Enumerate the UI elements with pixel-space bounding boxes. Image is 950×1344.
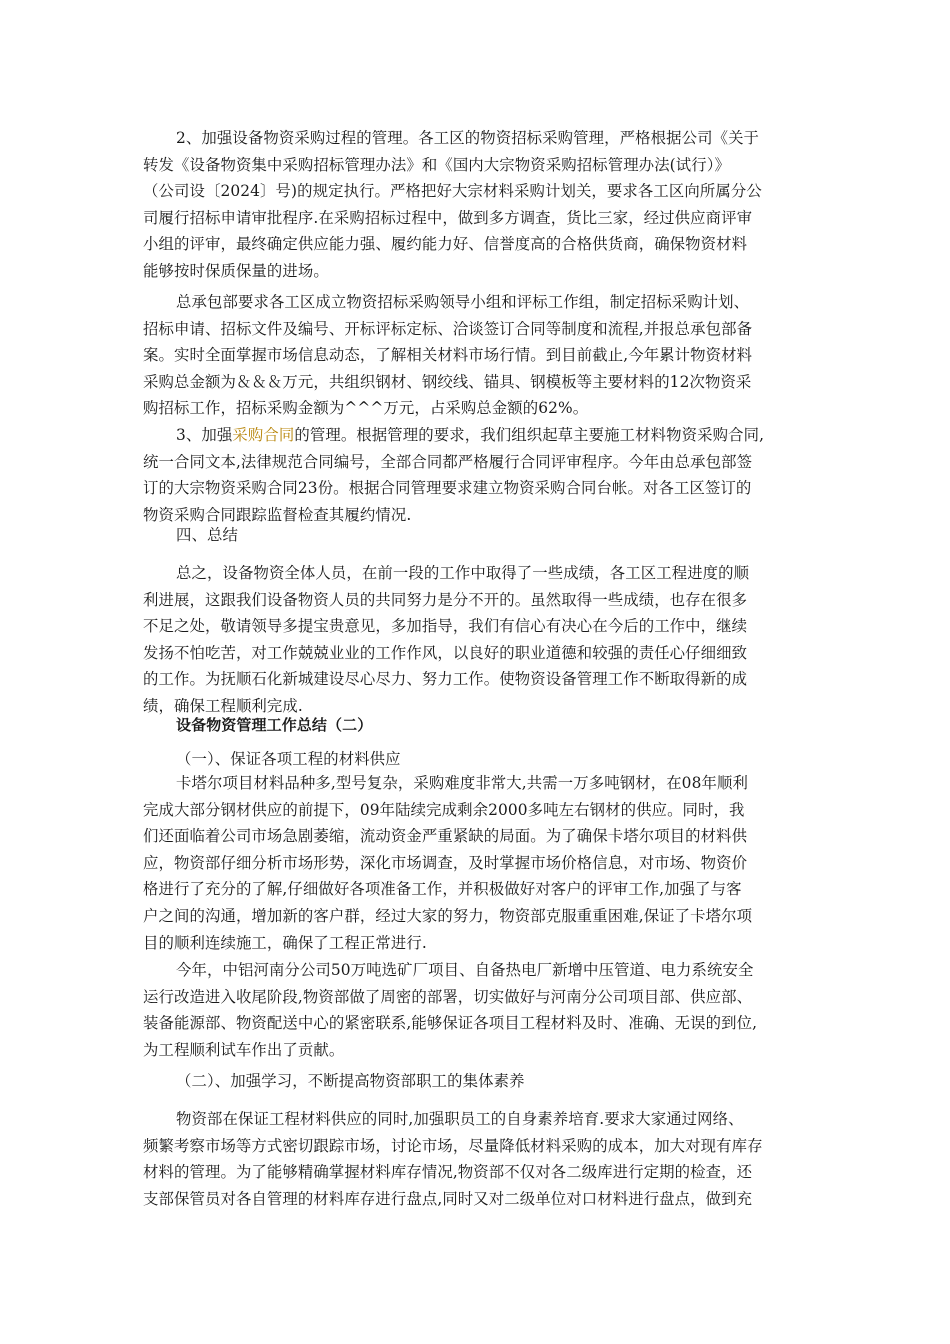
paragraph-henan-project	[143, 957, 815, 1063]
text-line: 支部保管员对各自管理的材料库存进行盘点,同时又对二级单位对口材料进行盘点，做到充	[143, 1189, 753, 1208]
text-line: 应，物资部仔细分析市场形势，深化市场调查，及时掌握市场价格信息，对市场、物资价	[143, 853, 748, 872]
text-line: 招标申请、招标文件及编号、开标评标定标、洽谈签订合同等制度和流程,并报总承包部备	[143, 319, 753, 338]
text-line: 的工作。为抚顺石化新城建设尽心尽力、努力工作。使物资设备管理工作不断取得新的成	[143, 670, 748, 689]
text-line: 采购总金额为＆＆＆万元，共组织钢材、钢绞线、锚具、钢模板等主要材料的12次物资采	[143, 372, 752, 391]
text-line: （公司设〔2024〕号)的规定执行。严格把好大宗材料采购计划关，要求各工区向所属分公	[143, 182, 762, 201]
text-line: 材料的管理。为了能够精确掌握材料库存情况,物资部不仅对各二级库进行定期的检查，还	[143, 1163, 753, 1182]
text-line: 统一合同文本,法律规范合同编号，全部合同都严格履行合同评审程序。今年由总承包部签	[143, 452, 753, 471]
subsection-heading-learning	[143, 1068, 815, 1095]
text-line: 购招标工作，招标采购金额为^^^万元，占采购总金额的62%。	[143, 399, 589, 418]
text-line: 订的大宗物资采购合同23份。根据合同管理要求建立物资采购合同台帐。对各工区签订的	[143, 479, 752, 498]
paragraph-qatar-project	[143, 770, 815, 956]
page-title: 设备物资管理工作总结（二）	[176, 716, 373, 734]
text-segment: 的管理。根据管理的要求，我们组织起草主要施工材料物资采购合同,	[294, 426, 765, 444]
paragraph-conclusion	[143, 560, 815, 720]
text-line: 总承包部要求各工区成立物资招标采购领导小组和评标工作组，制定招标采购计划、	[176, 293, 750, 311]
subsection-heading-supply	[143, 746, 815, 773]
text-line: 完成大部分钢材供应的前提下，09年陆续完成剩余2000多吨左右钢材的供应。同时，我	[143, 800, 745, 819]
paragraph-bidding-group	[143, 289, 815, 422]
paragraph-procurement-process	[143, 125, 815, 285]
text-line: 装备能源部、物资配送中心的紧密联系,能够保证各项目工程材料及时、准确、无误的到位,	[143, 1014, 758, 1033]
procurement-contract-link[interactable]: 采购合同	[232, 426, 295, 444]
text-line: 绩，确保工程顺利完成.	[143, 696, 303, 715]
text-line: 案。实时全面掌握市场信息动态，了解相关材料市场行情。到目前截止,今年累计物资材料	[143, 346, 753, 365]
section-heading-summary	[143, 522, 815, 549]
text-segment: 3、加强	[176, 426, 233, 444]
text-line: 利进展，这跟我们设备物资人员的共同努力是分不开的。虽然取得一些成绩，也存在很多	[143, 590, 748, 609]
text-line: 户之间的沟通，增加新的客户群，经过大家的努力，物资部克服重重困难,保证了卡塔尔项	[143, 906, 753, 925]
text-line: 格进行了充分的了解,仔细做好各项准备工作，并积极做好对客户的评审工作,加强了与客	[143, 880, 742, 899]
paragraph-staff-training	[143, 1106, 815, 1212]
text-line: 目的顺利连续施工，确保了工程正常进行.	[143, 933, 427, 952]
text-line: 运行改造进入收尾阶段,物资部做了周密的部署，切实做好与河南分公司项目部、供应部、	[143, 987, 753, 1006]
text-line: 小组的评审，最终确定供应能力强、履约能力好、信誉度高的合格供货商，确保物资材料	[143, 235, 748, 254]
text-line: 卡塔尔项目材料品种多,型号复杂，采购难度非常大,共需一万多吨钢材，在08年顺利	[176, 774, 748, 792]
document-title-two	[143, 712, 815, 739]
text-line: 为工程顺利试车作出了贡献。	[143, 1040, 345, 1059]
text-line: 转发《设备物资集中采购招标管理办法》和《国内大宗物资采购招标管理办法(试行）》	[143, 155, 731, 174]
text-line: 物资采购合同跟踪监督检查其履约情况.	[143, 505, 412, 524]
text-line: 总之，设备物资全体人员，在前一段的工作中取得了一些成绩，各工区工程进度的顺	[176, 564, 750, 582]
text-line	[143, 422, 815, 449]
text-line: 不足之处，敬请领导多提宝贵意见，多加指导，我们有信心有决心在今后的工作中，继续	[143, 617, 748, 636]
text-line: 能够按时保质保量的进场。	[143, 261, 329, 280]
text-line: 物资部在保证工程材料供应的同时,加强职员工的自身素养培育.要求大家通过网络、	[176, 1110, 744, 1128]
text-line: 今年，中铝河南分公司50万吨选矿厂项目、自备热电厂新增中压管道、电力系统安全	[176, 961, 754, 979]
text-line: 司履行招标申请审批程序.在采购招标过程中，做到多方调查，货比三家，经过供应商评审	[143, 208, 753, 227]
text-line: 们还面临着公司市场急剧萎缩，流动资金严重紧缺的局面。为了确保卡塔尔项目的材料供	[143, 827, 748, 846]
section-title: 四、总结	[176, 526, 238, 544]
subsection-title: （一）、保证各项工程的材料供应	[176, 750, 401, 768]
subsection-title: （二）、加强学习，不断提高物资部职工的集体素养	[176, 1072, 525, 1090]
text-line: 发扬不怕吃苦，对工作兢兢业业的工作作风，以良好的职业道德和较强的责任心仔细细致	[143, 643, 748, 662]
text-line: 2、加强设备物资采购过程的管理。各工区的物资招标采购管理，严格根据公司《关于	[176, 129, 760, 147]
paragraph-contract-management	[143, 422, 815, 528]
text-line: 频繁考察市场等方式密切跟踪市场，讨论市场，尽量降低材料采购的成本，加大对现有库存	[143, 1136, 763, 1155]
